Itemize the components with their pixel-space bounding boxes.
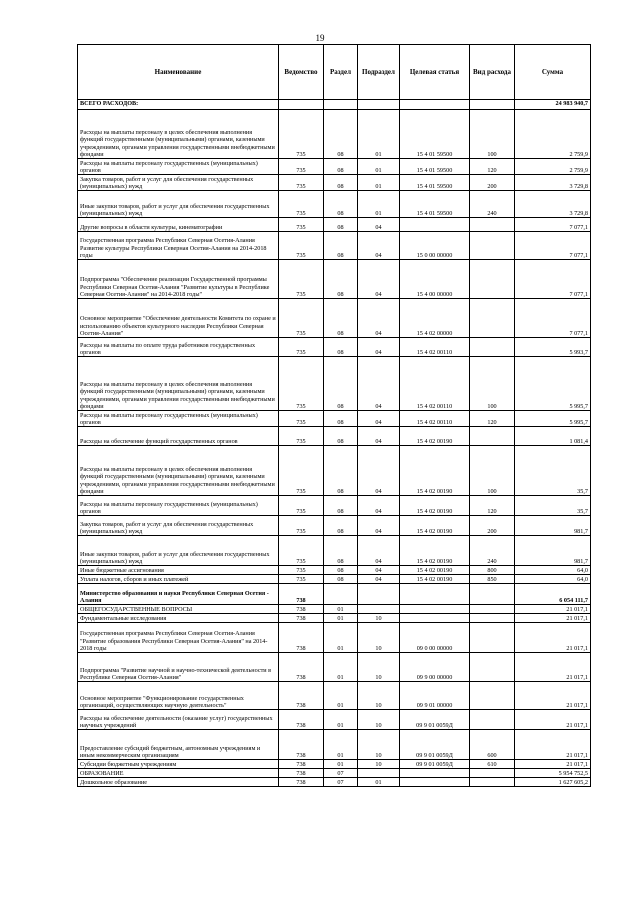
row-subsection: 04 (358, 496, 400, 516)
row-target-article: 09 9 01 0059Д (400, 760, 470, 769)
row-expense-type: 120 (470, 411, 515, 427)
row-name: Расходы на выплаты персоналу в целях обеспечения выполнения функций государственными (муниципальными) органами, казенными учреждениями, органами управления государственными внебюджетными фондами (78, 446, 279, 496)
row-amount: 5 995,7 (515, 411, 591, 427)
table-row (78, 159, 591, 175)
row-amount: 5 954 752,5 (515, 769, 591, 778)
row-subsection: 04 (358, 232, 400, 260)
table-row (78, 191, 591, 218)
row-target-article: 09 9 01 0059Д (400, 710, 470, 730)
row-target-article: 15 4 02 00000 (400, 299, 470, 338)
table-row (78, 232, 591, 260)
row-expense-type: 100 (470, 357, 515, 411)
row-name: Иные бюджетные ассигнования (78, 566, 279, 575)
table-row (78, 100, 591, 110)
row-expense-type (470, 427, 515, 446)
row-name: Основное мероприятие "Функционирование государственных организаций, осуществляющих научную деятельность" (78, 682, 279, 710)
row-section: 08 (324, 575, 358, 584)
row-target-article: 15 4 02 00190 (400, 516, 470, 536)
table-row (78, 653, 591, 682)
row-amount: 21 017,1 (515, 682, 591, 710)
row-department: 738 (279, 682, 324, 710)
row-name: ВСЕГО РАСХОДОВ: (78, 100, 279, 110)
row-amount: 21 017,1 (515, 710, 591, 730)
table-row (78, 769, 591, 778)
table-header-row (78, 45, 591, 100)
table-body (78, 100, 591, 787)
row-section: 08 (324, 427, 358, 446)
row-name: Субсидии бюджетным учреждениям (78, 760, 279, 769)
row-expense-type (470, 653, 515, 682)
row-section: 01 (324, 760, 358, 769)
row-amount: 7 077,1 (515, 260, 591, 299)
row-department: 738 (279, 760, 324, 769)
row-subsection: 04 (358, 299, 400, 338)
row-subsection: 10 (358, 623, 400, 653)
row-subsection: 10 (358, 710, 400, 730)
row-subsection: 04 (358, 446, 400, 496)
row-expense-type: 610 (470, 760, 515, 769)
row-name: Расходы на выплаты персоналу государственных (муниципальных) органов (78, 496, 279, 516)
row-department (279, 100, 324, 110)
row-section: 01 (324, 730, 358, 760)
row-amount: 64,0 (515, 575, 591, 584)
row-target-article: 15 4 02 00190 (400, 496, 470, 516)
row-amount: 981,7 (515, 516, 591, 536)
row-target-article: 15 4 02 00190 (400, 566, 470, 575)
row-amount: 24 983 940,7 (515, 100, 591, 110)
row-department: 738 (279, 778, 324, 787)
row-department: 735 (279, 175, 324, 191)
table-row (78, 623, 591, 653)
row-amount: 35,7 (515, 496, 591, 516)
row-section: 08 (324, 411, 358, 427)
row-expense-type: 120 (470, 159, 515, 175)
row-section: 08 (324, 260, 358, 299)
row-section: 08 (324, 110, 358, 159)
row-target-article: 15 4 01 59500 (400, 175, 470, 191)
row-target-article (400, 584, 470, 605)
table-row (78, 175, 591, 191)
row-subsection: 10 (358, 682, 400, 710)
row-section: 08 (324, 191, 358, 218)
row-subsection: 04 (358, 536, 400, 566)
row-target-article: 15 4 02 00110 (400, 338, 470, 357)
row-subsection: 01 (358, 175, 400, 191)
row-subsection (358, 769, 400, 778)
row-section: 08 (324, 446, 358, 496)
row-amount: 21 017,1 (515, 623, 591, 653)
row-amount: 5 993,7 (515, 338, 591, 357)
row-department: 738 (279, 584, 324, 605)
row-expense-type (470, 299, 515, 338)
row-subsection: 10 (358, 653, 400, 682)
row-section: 08 (324, 159, 358, 175)
row-department: 738 (279, 710, 324, 730)
row-section: 07 (324, 778, 358, 787)
row-name: Закупка товаров, работ и услуг для обеспечения государственных (муниципальных) нужд (78, 516, 279, 536)
row-expense-type: 200 (470, 175, 515, 191)
table-row (78, 411, 591, 427)
row-subsection (358, 584, 400, 605)
row-expense-type (470, 218, 515, 232)
row-amount: 21 017,1 (515, 605, 591, 614)
row-department: 735 (279, 536, 324, 566)
row-target-article (400, 614, 470, 623)
row-target-article: 09 0 00 00000 (400, 623, 470, 653)
row-subsection: 04 (358, 357, 400, 411)
row-amount: 3 729,8 (515, 175, 591, 191)
table-row (78, 614, 591, 623)
row-target-article: 15 4 02 00190 (400, 536, 470, 566)
row-subsection: 04 (358, 338, 400, 357)
row-department: 735 (279, 191, 324, 218)
row-department: 735 (279, 159, 324, 175)
row-name: Иные закупки товаров, работ и услуг для обеспечения государственных (муниципальных) нужд (78, 536, 279, 566)
row-expense-type: 800 (470, 566, 515, 575)
row-target-article (400, 605, 470, 614)
row-expense-type (470, 769, 515, 778)
row-amount: 21 017,1 (515, 614, 591, 623)
row-subsection: 10 (358, 614, 400, 623)
row-section: 01 (324, 653, 358, 682)
row-subsection: 01 (358, 110, 400, 159)
row-expense-type (470, 100, 515, 110)
table-row (78, 260, 591, 299)
row-target-article (400, 778, 470, 787)
row-amount: 3 729,8 (515, 191, 591, 218)
row-name: Расходы на выплаты персоналу государственных (муниципальных) органов (78, 159, 279, 175)
row-expense-type (470, 682, 515, 710)
row-target-article: 15 4 01 59500 (400, 191, 470, 218)
row-target-article (400, 218, 470, 232)
row-section: 08 (324, 218, 358, 232)
table-row (78, 682, 591, 710)
row-section: 01 (324, 710, 358, 730)
table-row (78, 338, 591, 357)
row-expense-type (470, 338, 515, 357)
row-subsection (358, 605, 400, 614)
row-target-article: 15 0 00 00000 (400, 232, 470, 260)
table-row (78, 566, 591, 575)
row-expense-type: 100 (470, 446, 515, 496)
table-row (78, 778, 591, 787)
row-section: 07 (324, 769, 358, 778)
table-row (78, 730, 591, 760)
row-department: 735 (279, 299, 324, 338)
row-section: 08 (324, 232, 358, 260)
row-amount: 21 017,1 (515, 760, 591, 769)
row-expense-type (470, 778, 515, 787)
table-row (78, 516, 591, 536)
row-name: Государственная программа Республики Северная Осетия-Алания Развитие культуры Республики Северная Осетия-Алания на 2014-2018 годы (78, 232, 279, 260)
row-name: Подпрограмма "Обеспечение реализации Государственной программы Республики Северная Осетия-Алания "Развитие культуры в Республике Северная Осетия-Алания" на 2014-2018 годы" (78, 260, 279, 299)
page-number: 19 (315, 33, 325, 43)
row-amount: 7 077,1 (515, 299, 591, 338)
row-department: 738 (279, 614, 324, 623)
row-department: 735 (279, 427, 324, 446)
row-amount: 21 017,1 (515, 653, 591, 682)
row-name: Уплата налогов, сборов и иных платежей (78, 575, 279, 584)
row-expense-type (470, 584, 515, 605)
row-expense-type (470, 710, 515, 730)
row-expense-type: 240 (470, 536, 515, 566)
row-subsection (358, 100, 400, 110)
header-name: Наименование (78, 45, 279, 100)
row-amount: 1 081,4 (515, 427, 591, 446)
row-amount: 6 054 111,7 (515, 584, 591, 605)
row-target-article: 09 9 01 00000 (400, 682, 470, 710)
row-department: 738 (279, 605, 324, 614)
row-department: 735 (279, 516, 324, 536)
row-section: 01 (324, 605, 358, 614)
row-subsection: 04 (358, 575, 400, 584)
table-row (78, 218, 591, 232)
table-row (78, 299, 591, 338)
row-amount: 2 759,9 (515, 159, 591, 175)
row-department: 738 (279, 769, 324, 778)
row-subsection: 04 (358, 566, 400, 575)
row-name: Подпрограмма "Развитие научной и научно-технической деятельности в Республике Северная Осетия-Алания" (78, 653, 279, 682)
row-expense-type (470, 260, 515, 299)
table-row (78, 760, 591, 769)
row-subsection: 01 (358, 191, 400, 218)
row-department: 735 (279, 218, 324, 232)
row-amount: 981,7 (515, 536, 591, 566)
row-section: 08 (324, 338, 358, 357)
table-row (78, 710, 591, 730)
row-target-article: 15 4 01 59500 (400, 159, 470, 175)
row-target-article: 15 4 02 00110 (400, 411, 470, 427)
header-expense-type: Вид расхода (470, 45, 515, 100)
row-section: 08 (324, 536, 358, 566)
table-row (78, 536, 591, 566)
row-name: Фундаментальные исследования (78, 614, 279, 623)
row-section: 08 (324, 566, 358, 575)
row-section: 08 (324, 357, 358, 411)
row-name: Расходы на выплаты персоналу государственных (муниципальных) органов (78, 411, 279, 427)
table-row (78, 110, 591, 159)
row-subsection: 04 (358, 427, 400, 446)
row-department: 735 (279, 446, 324, 496)
row-subsection: 04 (358, 218, 400, 232)
header-target-article: Целевая статья (400, 45, 470, 100)
row-department: 738 (279, 623, 324, 653)
row-target-article: 09 9 01 0059Д (400, 730, 470, 760)
row-department: 738 (279, 730, 324, 760)
row-expense-type: 200 (470, 516, 515, 536)
table-row (78, 496, 591, 516)
row-name: Расходы на обеспечение деятельности (оказание услуг) государственных научных учреждений (78, 710, 279, 730)
row-name: Основное мероприятие "Обеспечение деятельности Комитета по охране и использованию объектов культурного наследия Республики Северная Осетия-Алания" (78, 299, 279, 338)
row-name: Иные закупки товаров, работ и услуг для обеспечения государственных (муниципальных) нужд (78, 191, 279, 218)
row-amount: 21 017,1 (515, 730, 591, 760)
row-department: 735 (279, 338, 324, 357)
row-name: Государственная программа Республики Северная Осетия-Алания "Развитие образования Республики Северная Осетия-Алания" на 2014-2018 годы (78, 623, 279, 653)
row-department: 735 (279, 357, 324, 411)
row-name: Расходы на выплаты по оплате труда работников государственных органов (78, 338, 279, 357)
row-name: Министерство образования и науки Республики Северная Осетия - Алания (78, 584, 279, 605)
row-name: ОБРАЗОВАНИЕ (78, 769, 279, 778)
row-subsection: 04 (358, 411, 400, 427)
row-target-article: 15 4 02 00190 (400, 575, 470, 584)
header-department: Ведомство (279, 45, 324, 100)
row-amount: 64,0 (515, 566, 591, 575)
header-amount: Сумма (515, 45, 591, 100)
row-section: 01 (324, 623, 358, 653)
row-department: 735 (279, 496, 324, 516)
row-subsection: 04 (358, 260, 400, 299)
row-section: 01 (324, 682, 358, 710)
row-department: 738 (279, 653, 324, 682)
row-department: 735 (279, 260, 324, 299)
row-expense-type (470, 623, 515, 653)
table-row (78, 427, 591, 446)
row-expense-type: 100 (470, 110, 515, 159)
row-name: Предоставление субсидий бюджетным, автономным учреждениям и иным некоммерческим организациям (78, 730, 279, 760)
table-row (78, 575, 591, 584)
row-amount: 1 627 605,2 (515, 778, 591, 787)
row-amount: 2 759,9 (515, 110, 591, 159)
row-target-article: 15 4 02 00190 (400, 446, 470, 496)
header-section: Раздел (324, 45, 358, 100)
row-name: ОБЩЕГОСУДАРСТВЕННЫЕ ВОПРОСЫ (78, 605, 279, 614)
row-amount: 7 077,1 (515, 232, 591, 260)
row-target-article (400, 100, 470, 110)
table-row (78, 605, 591, 614)
row-amount: 5 995,7 (515, 357, 591, 411)
row-name: Расходы на обеспечение функций государственных органов (78, 427, 279, 446)
row-section: 01 (324, 614, 358, 623)
row-department: 735 (279, 575, 324, 584)
row-target-article: 15 4 00 00000 (400, 260, 470, 299)
row-subsection: 10 (358, 730, 400, 760)
table-row (78, 446, 591, 496)
row-section (324, 100, 358, 110)
row-department: 735 (279, 232, 324, 260)
row-name: Расходы на выплаты персоналу в целях обеспечения выполнения функций государственными (муниципальными) органами, казенными учреждениями, органами управления государственными внебюджетными фондами (78, 110, 279, 159)
row-expense-type: 850 (470, 575, 515, 584)
row-department: 735 (279, 110, 324, 159)
row-section: 08 (324, 516, 358, 536)
row-target-article: 15 4 01 59500 (400, 110, 470, 159)
row-target-article: 15 4 02 00110 (400, 357, 470, 411)
row-target-article (400, 769, 470, 778)
row-subsection: 10 (358, 760, 400, 769)
row-expense-type (470, 614, 515, 623)
row-name: Расходы на выплаты персоналу в целях обеспечения выполнения функций государственными (муниципальными) органами, казенными учреждениями, органами управления государственными внебюджетными фондами (78, 357, 279, 411)
row-subsection: 01 (358, 159, 400, 175)
row-name: Закупка товаров, работ и услуг для обеспечения государственных (муниципальных) нужд (78, 175, 279, 191)
row-section: 08 (324, 175, 358, 191)
row-target-article: 09 9 00 00000 (400, 653, 470, 682)
row-expense-type: 120 (470, 496, 515, 516)
table-row (78, 584, 591, 605)
row-expense-type: 600 (470, 730, 515, 760)
table-row (78, 357, 591, 411)
row-amount: 35,7 (515, 446, 591, 496)
row-name: Дошкольное образование (78, 778, 279, 787)
row-expense-type (470, 232, 515, 260)
row-amount: 7 077,1 (515, 218, 591, 232)
row-department: 735 (279, 411, 324, 427)
row-section: 08 (324, 496, 358, 516)
header-subsection: Подраздел (358, 45, 400, 100)
row-expense-type (470, 605, 515, 614)
expenditure-table (77, 44, 591, 787)
row-target-article: 15 4 02 00190 (400, 427, 470, 446)
row-section: 08 (324, 299, 358, 338)
row-subsection: 01 (358, 778, 400, 787)
row-subsection: 04 (358, 516, 400, 536)
row-expense-type: 240 (470, 191, 515, 218)
row-section (324, 584, 358, 605)
row-name: Другие вопросы в области культуры, кинематографии (78, 218, 279, 232)
row-department: 735 (279, 566, 324, 575)
